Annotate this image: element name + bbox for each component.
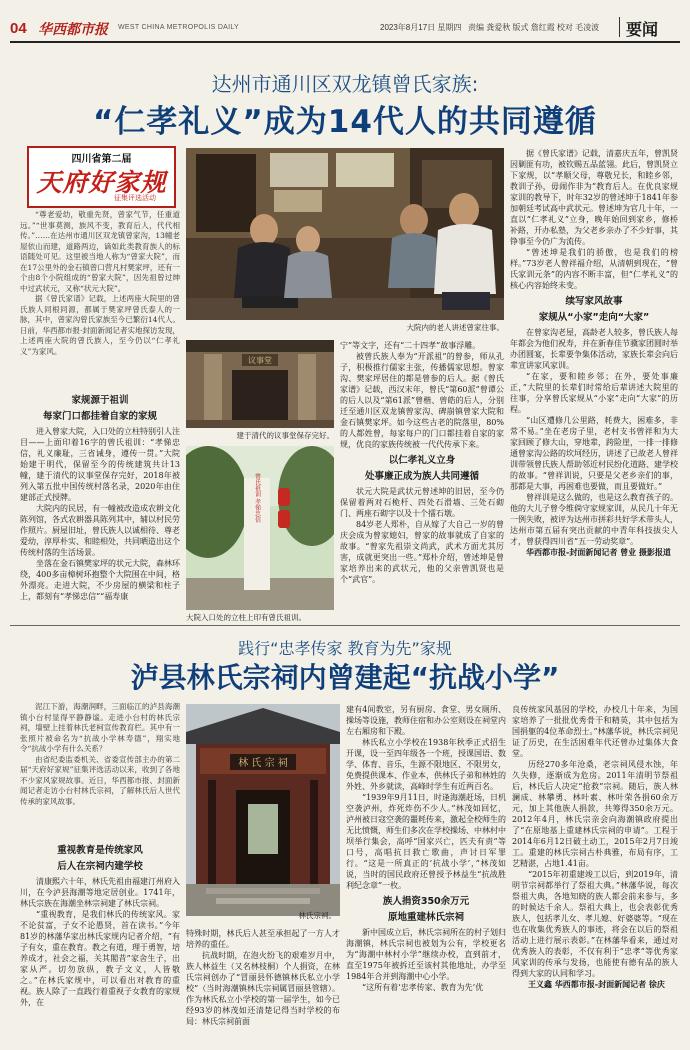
body-paragraph: “重视教育，是我们林氏的传统家风。家不论贫富，子女不论愚贤，首在读书。”今年81岁的林藩华家出林氏家规内记者介绍，“有子有女，重在教育。教之有道，理于勇智，培养成才，社会之福，关其閣昔”家舍生子，出家从严。切勿放纵，教子文义，人皆敬之。”在林氏家规中，可以看出对教育的重视。族人除了一直践行着重视子女教育的家规外，在 (20, 910, 180, 1007)
body-paragraph: “这所有着‘忠孝传家、教育为先’优 (362, 983, 484, 992)
body-paragraph: 被曾氏族人奉为“开派祖”的曾参，师从孔子，积极推行儒家主张，传播儒家思想。曾家沟、樊家坪居住的都是曾参的后人。据《曾氏家谱》记载，西汉末年，曾氏“第60派”曾谭公的后人以及“第61派”曾楷、曾皓的后人，分别迁至通川区双龙镇曾家沟、碑崩镇曾家大院和金石镇樊家坪。如今这些古老的院落里，80%的人都姓曾，每家每户的门口都挂着自家的家规，优良的家族传统被一代代传承下来。 (340, 352, 504, 449)
article1-headline: “仁孝礼义”成为14代人的共同遵循 (93, 104, 597, 140)
body-paragraph: 宁”等文字，还有“二十四孝”故事浮雕。 (340, 341, 481, 350)
body-paragraph: 抗战时期，在泡火纷飞的艰难岁月中，族人林益生（又名林枝桐）个人捐资，在林氏宗祠创办了“冒丽县怀德镇林氏私立小学校”（当时海潮镇林氏宗祠属冒丽县管辖）。作为林氏私立小学校的第一届学生，如今已经93岁的林茂如还清楚记得当时学校的布局：林氏宗祠前面 (186, 951, 340, 1026)
hall-sign-text: 议事堂 (248, 356, 272, 365)
article2-headline: 泸县林氏宗祠内曾建起“抗战小学” (130, 661, 560, 694)
body-paragraph: 曾祥训是这么做的，也是这么教育孩子的。他的大儿子曾令维倘守家规家训，从民几十年无一例失败，被评为达州市拼彩共好学术带头人，达州市第五届有突出贡献的中青年科技拔尖人才，曾获得四川省“五一劳动奖章”。 (510, 493, 678, 546)
subhead: 以仁孝礼义立身 (388, 455, 456, 466)
article2-col4 (512, 704, 678, 1048)
article2-intro (20, 702, 180, 838)
subhead: 处事廉正成为族人共同遵循 (364, 471, 479, 482)
photo-hall (186, 340, 334, 428)
caption-hall: 建于清代的议事堂保存完好。 (236, 431, 334, 440)
article1-col4 (510, 148, 678, 622)
subhead: 原地重建林氏宗祠 (387, 912, 464, 923)
intro-paragraph: 据《曾氏家谱》记载，上述两座大院里的曾氏族人同根同源，都属于樊家坪曾氏泰人的一脉，其中，曾家沟曾氏家族至今已繁衍14代人。日前，华西都市报·封面新闻记者实地探访发现，上述两座大院的曾氏族人，至今仍以“仁孝礼义”为家风。 (20, 294, 180, 356)
gate-photo-graphic (186, 446, 334, 610)
elders-photo-graphic (186, 148, 504, 320)
intro-paragraph: 由省纪委监委机关、省委宣传部主办的第二届“天府好家规”征集评选活动以来，收到了各地不少家风家规故事。近日，华西都市报、封面新闻记者走访小台村林氏宗祠，了解林氏后人世代传承的家风故事。 (20, 754, 180, 806)
body-paragraph: “在家，要和睦乡邻；在外，要处事廉正，”大院里的长辈们时常给后辈讲述大院里的往事，分享曾氏家规从“小家”走向“大家”的历程。 (510, 372, 678, 414)
header-rule (10, 41, 680, 43)
intro-paragraph: 泥江下游，海潮润畔，三面临江的泸县海潮镇小台村显得平静静谧。走进小台村的林氏宗祠，墙壁上挂着林氏老柯宣传教育栏。其中有一张照片被命名为“抗战小学林寿德”，翔实地令“抗战小学有什么关系？ (20, 702, 180, 753)
article1-byline: 华西都市报-封面新闻记者 曾业 摄影报道 (526, 548, 671, 557)
body-paragraph: 新中国成立后，林氏宗祠所在的村子划归海潮镇，林氏宗祠也被划为公有，学校更名为“海潮中林村小学”继续办校，直到前才，直至1975年被拆迁至该村其他地址，办学至1984年合并到海潮中心小学。 (346, 928, 506, 981)
body-paragraph: 据《曾氏家谱》记载，清嘉庆五年，曾凯贤因剿匪有功，被钦赐五品蓝翎。此后，曾凯贤立下家规，以“孝顺父母，尊敬兄长，和睦乡邻，教训子孙，毋闹作非为”教育后人。在优良家规家训的教导下，时年32岁的曾述坤于1841年参加朝廷考试高中武状元。曾述坤为官几十年，一直以“仁孝礼义”立身，晚年始回到家乡，修桥补路，开办私塾，为父老乡亲办了不少好事，其铮事至今仍广为流传。 (510, 149, 678, 246)
article2-byline: 王义鑫 华西都市报-封面新闻记者 徐庆 (528, 980, 665, 989)
body-paragraph: 进入曾家大院，入口处的立柱特别引人注目——上面印着16字的曾氏祖训：“孝悌忠信，礼义廉耻，三省诫身，遵传一贯。”大院始建于明代，保留至今的传统建筑共计13幢，建于清代的议事堂保存完好，2018年被列入第五批中国传统村落名录，2020年由住建部正式授牌。 (20, 427, 180, 502)
article2-col2 (186, 928, 340, 1048)
body-paragraph: “曾述坤是我们的骄傲，也是我们的榜样。”73岁老人曾祥福介绍，从清朝到现在，“曾氏家训元条”的内容不断丰富，但“仁孝礼义”的核心内容始终未变。 (510, 248, 678, 290)
header-divider (619, 17, 620, 37)
masthead (0, 0, 690, 40)
paper-name-en: WEST CHINA METROPOLIS DAILY (118, 24, 240, 31)
article1-kicker: 达州市通川区双龙镇曾氏家族: (211, 72, 479, 96)
badge-main-text: 天府好家规 (36, 168, 167, 197)
photo-shrine (186, 704, 340, 916)
shrine-photo-graphic (186, 704, 340, 916)
hall-photo-graphic (186, 340, 334, 428)
intro-paragraph: “尊老爱幼，敬重先贤，曾家气节，任重道远。”“世事莫测，族风不变，教育后人，代代相传。”……在达州市通川区双龙镇曾家沟，13幢老屋依山而建，道路两边，谪如此类教育族人的标语随处可见。这里被当地人称为“曾家大院”，而在17公里外的金石镇曾口营凡村樊家坪，还有一个由8个小院组成的“曾家大院”，因先祖曾过绅中过武状元，又称“状元大院”。 (20, 210, 180, 293)
campaign-badge (27, 146, 176, 208)
photo-elders (186, 148, 504, 320)
subhead: 续写家风故事 (565, 296, 623, 307)
subhead: 后人在宗祠内建学校 (57, 861, 143, 872)
body-paragraph: 在曾家沟老屋，高龄老人较多，曾氏族人每年都会为他们祝寿，并在新春佳节骥家团圆时举办团圆宴，长辈要争集体活动，家族长辈会向后辈宣讲家风家训。 (510, 328, 678, 370)
subhead: 家规源于祖训 (71, 395, 129, 406)
subhead: 家规从“小家”走向“大家” (538, 312, 650, 323)
subhead: 每家门口都挂着自家的家规 (42, 411, 157, 422)
body-paragraph: “山区遭修几公里路，耗费大，困难多，非常不易。”坐在老房子里，老村支书曾祥和为大家回顾了修大山，穿地辈，跨险崖，一排一排修通曾家沟公路的坎坷经历，讲述了已故老人曾祥训带领曾氏族人帮助邻近村民纷化道路、建学校的故事。“曾祥训说，只要是父老乡亲们的事，那都是大事，再困难也要做，而且要做好。” (510, 416, 678, 491)
body-paragraph: 特殊时期，林氏后人甚至承担起了一方人才培养的重任。 (186, 929, 340, 949)
article1-intro (20, 210, 180, 390)
photo-gate (186, 446, 334, 610)
article2-col3 (346, 704, 506, 1048)
date-editor-line (380, 22, 599, 33)
body-paragraph: 状元大院是武状元曾述坤的旧居，至今仍保留着两对石桅杆、四处石滑墙、三处石砌门、两座石砌字以及十个擂石墩。 (340, 487, 504, 518)
article1-col1 (20, 390, 180, 622)
section-title: 要闻 (626, 20, 659, 39)
body-paragraph: 林氏私立小学校在1938年秋季正式招生开课，设一至四年级各一个班，授课国语、数学、体育、音乐，生源不限地区、不限男女，免费提供课本、作业本，供林氏子弟和林姓的外姓、外乡就读，高峰时学生有近两百名。 (346, 738, 506, 791)
subhead: 族人捐资350余万元 (382, 896, 470, 907)
body-paragraph: 历经270多年沧桑，老宗祠风侵水蚀，年久失修，逐渐成为危房。2011年清明节祭祖后，林氏后人决定“抢救”宗祠。随后，族人林澜成、林攀勇、林叶素、林叶荣各捐60余万元，加上其他族人捐款，共筹得350余万元。2012年4月，林氏宗亲会向海潮镇政府提出了“在原地基上重建林氏宗祠的申请”。工程于2014年6月12日破土动工，2015年2月7日竣工。重建的林氏宗祠古朴典雅，布局有序，工艺精湛，占地1.41亩。 (512, 760, 678, 868)
date-line: 2023年8月17日 星期四 (380, 23, 462, 32)
badge-sub-text: 征集评选活动 (114, 195, 156, 202)
body-paragraph: 良传统家风基因的学校，办校几十年来，为国家培养了一批批优秀骨干和精英，其中包括为国捐躯的4位革命烈士。”林藩华说，林氏宗祠见证了历史，在生活困难年代还曾办过集体大食堂。 (512, 705, 678, 758)
body-paragraph: 清康熙六十年，林氏先祖由福建汀州府入川，在今泸县海潮等地定居创业。1741年，林氏宗族在海潮坐林宗祠建了林氏宗祠。 (20, 877, 180, 908)
caption-elders: 大院内的老人讲述曾家往事。 (406, 323, 504, 332)
caption-shrine: 林氏宗祠。 (298, 911, 336, 920)
article2-kicker: 践行“忠孝传家 教育为先”家规 (238, 639, 452, 658)
gate-sign-text: 曾氏祖训 孝悌忠信 (253, 473, 261, 523)
paper-logo: 华西都市报 (38, 22, 108, 38)
subhead: 重视教育是传统家风 (57, 845, 143, 856)
badge-top-text: 四川省第二届 (71, 154, 132, 165)
article1-col3 (340, 340, 504, 622)
editor-line: 责编 龚爱秋 版式 詹红霞 校对 毛凌波 (468, 23, 600, 32)
body-paragraph: 坐落在金石镇樊家坪的状元大院，森林环绕，400多亩樟树环抱整个大院围在中间，格外漂亮。走进大院，不少房屋的横梁和柱子上，都刻有“孝悌忠信”“福寿康 (20, 559, 180, 601)
article-separator (10, 625, 680, 626)
body-paragraph: 大院内的民居，有一幢被改造成农耕文化陈列馆，各式农耕器具陈列其中，辅以村民劳作照片。厨屋旧址，曾氏族人以诚相待、尊老爱幼，淳厚朴实、和睦相处，共同晒造出这个传统村落的生活场景。 (20, 504, 180, 557)
article2-col1 (20, 840, 180, 1048)
body-paragraph: 建有4间教室，另有厨房、食堂、男女厕所、操场等设施，教师住宿和办公室则设在祠堂内左右厢房和下殿。 (346, 705, 506, 736)
page-number: 04 (10, 20, 27, 37)
body-paragraph: 84岁老人郑朴，自从嫁了大自己一岁的曾庆会成为曾家媳妇，曾家的故事就成了自家的故事。“曾家先祖崇文尚武，武术方面尤其厉害，成就更突出一些。”郑朴介绍，曾述坤是曾家培养出来的武状元，他的父亲曾凯贤也是个“武官”。 (340, 520, 504, 584)
body-paragraph: “1939年9月11日，时逢海潮赶场，日机空袭泸州，炸死炸伤不少人。”林茂如回忆，泸州被日寇空袭的噩耗传来，激起全校师生的无比愤慨，师生们多次在学校操场、中林村中坝举行集会，高呼“国家兴亡，匹夫有责”等口号，高唱抗日救亡歌曲，声讨日军罪行。“这是一所真正的‘抗战小学’，”林茂如说，当时的国民政府还曾授予林益生“抗战胜利纪念章”一枚。 (346, 793, 506, 890)
shrine-sign-text: 林 氏 宗 祠 (238, 758, 288, 769)
body-paragraph: “2015年初重建竣工以后，到2019年，清明节宗祠都举行了祭祖大典。”林藩华说，每次祭祖大典，各地知晓的族人都会前来参与，多的时候达千余人。祭祖大典上，也会表彰优秀族人，包括孝儿女、孝儿媳、好婆婆等。“现在也在收集优秀族人的事迹，将会在以后的祭祖活动上进行展示表彰。”在林藩华看来，通过对优秀族人的表彰，不仅有利于“忠孝”等优秀家风家训的传承与发扬，也能使有德有品的族人得到大家的认同和学习。 (512, 870, 678, 978)
caption-gate: 大院入口处的立柱上印有曾氏祖训。 (186, 613, 306, 622)
